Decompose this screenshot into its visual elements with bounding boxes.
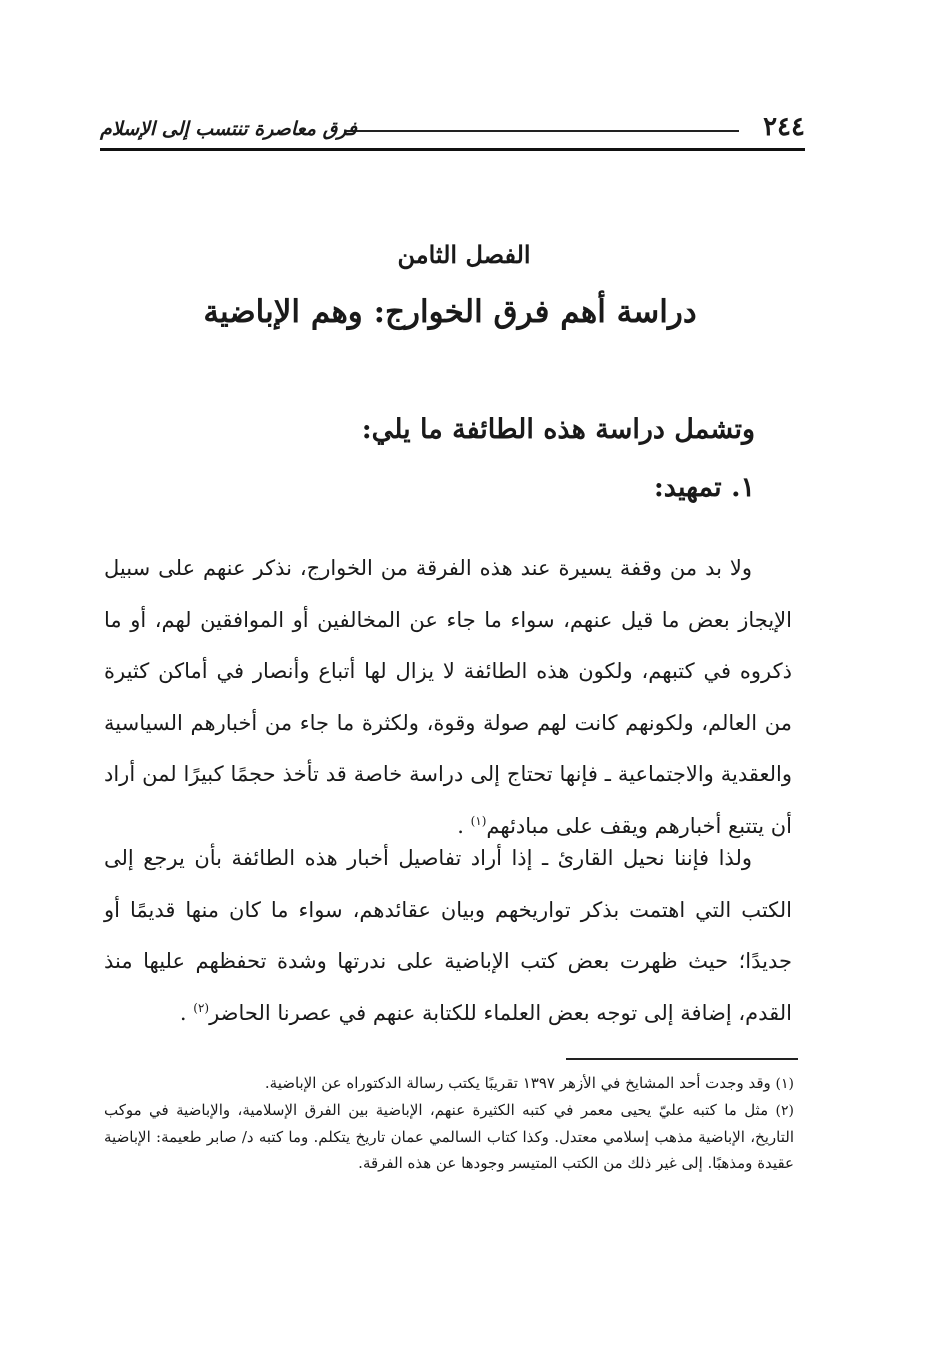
paragraph-end: . (179, 1000, 194, 1025)
page-number: ٢٤٤ (763, 112, 805, 142)
header-dash (346, 130, 739, 132)
footnote-text: مثل ما كتبه عليّ يحيى معمر في كتبه الكثيرة عنهم، الإباضية بين الفرق الإسلامية، والإباضية في موكب التاريخ، الإباضية مذهب إسلامي معتدل. وكذا كتاب السالمي عمان تاريخ يتكلم. وما كتبه د/ صابر طعيمة: الإباضية عقيدة ومذهبًا. إلى غير ذلك من الكتب المتيسر وجودها عن هذه الفرقة. (104, 1101, 794, 1172)
footnote-reference: (٢) (193, 1000, 210, 1015)
paragraph-end: . (457, 813, 471, 838)
sub-heading: ١. تمهيد: (653, 472, 755, 503)
footnote-reference: (١) (470, 813, 487, 828)
footnote-text: وقد وجدت أحد المشايخ في الأزهر ١٣٩٧ تقريبًا يكتب رسالة الدكتوراه عن الإباضية. (264, 1074, 771, 1092)
footnote (104, 1097, 794, 1176)
paragraph (104, 833, 792, 1039)
paragraph (104, 543, 792, 852)
paragraph-text: ولذا فإننا نحيل القارئ ـ إذا أراد تفاصيل أخبار هذه الطائفة بأن يرجع إلى الكتب التي اهتمت بذكر تواريخهم وبيان عقائدهم، سواء ما كان منها قديمًا أو جديدًا؛ حيث ظهرت بعض كتب الإباضية على ندرتها وشدة تحفظهم عليها منذ القدم، إضافة إلى توجه بعض العلماء للكتابة عنهم في عصرنا الحاضر (104, 846, 792, 1025)
chapter-title: دراسة أهم فرق الخوارج: وهم الإباضية (203, 294, 697, 330)
header-rule (100, 148, 805, 151)
chapter-label: الفصل الثامن (397, 240, 531, 269)
footnote-marker: (١) (775, 1076, 794, 1092)
section-heading: وتشمل دراسة هذه الطائفة ما يلي: (361, 414, 755, 445)
footnote (104, 1070, 794, 1097)
paragraph-text: ولا بد من وقفة يسيرة عند هذه الفرقة من الخوارج، نذكر عنهم على سبيل الإيجاز بعض ما قيل عنهم، سواء ما جاء عن المخالفين أو الموافقين لهم، أو ما ذكروه في كتبهم، ولكون هذه الطائفة لا يزال لها أتباع وأنصار في أماكن كثيرة من العالم، ولكونهم كانت لهم صولة وقوة، ولكثرة ما جاء من أخبارهم السياسية والعقدية والاجتماعية ـ فإنها تحتاج إلى دراسة خاصة قد تأخذ حجمًا كبيرًا لمن أراد أن يتتبع أخبارهم ويقف على مبادئهم (104, 556, 792, 838)
page-header (100, 112, 805, 142)
running-title: فرق معاصرة تنتسب إلى الإسلام (100, 118, 357, 140)
footnotes (104, 1070, 794, 1176)
footnote-separator (566, 1058, 798, 1060)
footnote-marker: (٢) (775, 1103, 794, 1119)
